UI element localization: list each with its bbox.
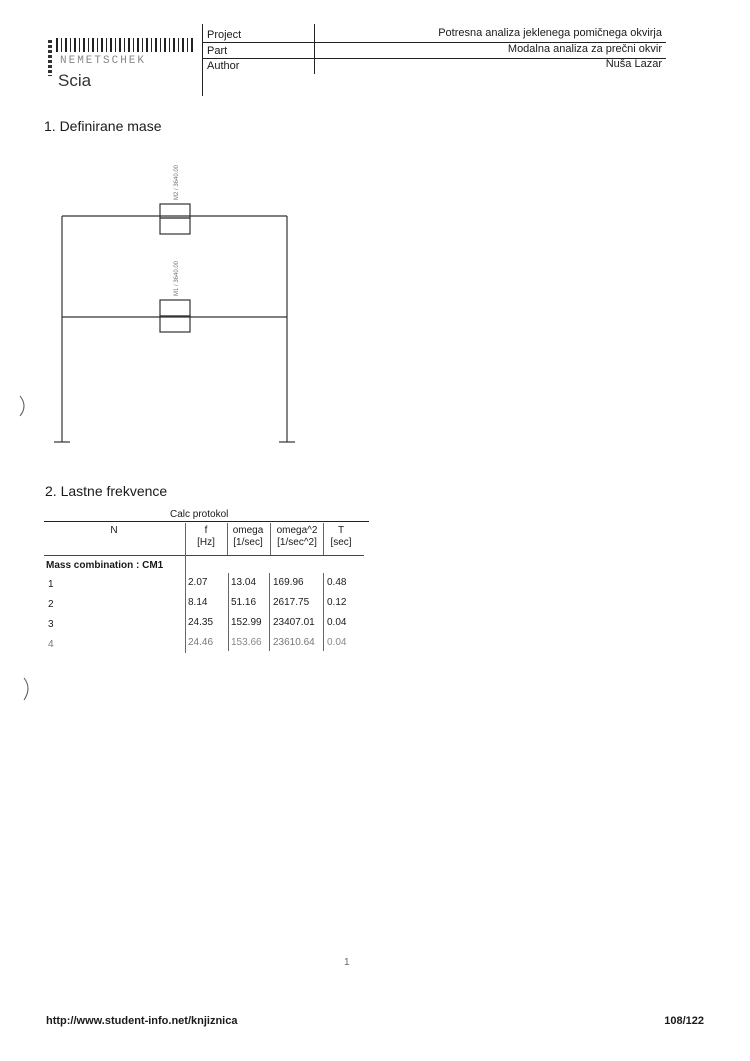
footer-url: http://www.student-info.net/knjiznica bbox=[46, 1015, 238, 1027]
header-divider-right bbox=[314, 24, 315, 74]
logo-mark bbox=[48, 40, 52, 76]
logo-nemetschek-text: NEMETSCHEK bbox=[60, 55, 147, 67]
mass-box-top-lower bbox=[160, 218, 190, 234]
row-1-n: 1 bbox=[48, 579, 54, 590]
row-3-t: 0.04 bbox=[327, 617, 347, 628]
header-f-line1: f bbox=[204, 525, 208, 536]
header-rule bbox=[203, 58, 666, 59]
page-number: 1 bbox=[344, 957, 350, 968]
header-n-line1: N bbox=[110, 525, 118, 536]
logo-scia-text: Scia bbox=[58, 71, 92, 90]
header-omega-line1: omega bbox=[232, 525, 264, 536]
row-3-n: 3 bbox=[48, 619, 54, 630]
row-4-n: 4 bbox=[48, 639, 54, 650]
header-label-project: Project bbox=[207, 29, 242, 41]
table-column-divider bbox=[185, 523, 186, 653]
header-f-line2: [Hz] bbox=[197, 537, 215, 548]
nemetschek-scia-logo bbox=[48, 38, 198, 92]
row-1-omega2: 169.96 bbox=[273, 577, 304, 588]
table-column-divider bbox=[269, 573, 270, 651]
mass-label-bottom: M1 / 3640.00 bbox=[174, 260, 180, 296]
table-column-divider bbox=[323, 573, 324, 651]
row-3-omega: 152.99 bbox=[231, 617, 262, 628]
row-4-t: 0.04 bbox=[327, 637, 347, 648]
section-title-frequencies: 2. Lastne frekvence bbox=[45, 483, 168, 499]
table-column-divider bbox=[227, 523, 228, 555]
row-2-t: 0.12 bbox=[327, 597, 347, 608]
logo-bars bbox=[56, 38, 196, 52]
table-header-rule bbox=[44, 555, 364, 556]
punch-hole-mark bbox=[24, 678, 28, 700]
table-column-divider bbox=[228, 573, 229, 651]
section-title-masses: 1. Definirane mase bbox=[44, 118, 162, 134]
header-divider-left bbox=[202, 24, 203, 96]
table-column-divider bbox=[323, 523, 324, 555]
header-t bbox=[325, 525, 357, 549]
header-omega2 bbox=[271, 525, 323, 549]
row-4-omega2: 23610.64 bbox=[273, 637, 315, 648]
header-label-part: Part bbox=[207, 45, 228, 57]
footer-page-count: 108/122 bbox=[664, 1015, 704, 1027]
mass-combination-label: Mass combination : CM1 bbox=[46, 560, 164, 571]
header-f bbox=[186, 525, 226, 549]
header-n bbox=[74, 525, 154, 537]
row-1-t: 0.48 bbox=[327, 577, 347, 588]
header-label-author: Author bbox=[207, 60, 240, 72]
mass-label-top: M2 / 3640.00 bbox=[174, 164, 180, 200]
row-4-omega: 153.66 bbox=[231, 637, 262, 648]
header-omega2-line1: omega^2 bbox=[276, 525, 318, 536]
header-value-part: Modalna analiza za prečni okvir bbox=[507, 43, 662, 55]
punch-hole-mark bbox=[20, 396, 24, 416]
row-1-omega: 13.04 bbox=[231, 577, 257, 588]
table-top-rule bbox=[44, 521, 369, 522]
row-3-omega2: 23407.01 bbox=[273, 617, 315, 628]
header-value-project: Potresna analiza jeklenega pomičnega okvirja bbox=[438, 27, 662, 39]
row-4-f: 24.46 bbox=[188, 637, 214, 648]
table-caption: Calc protokol bbox=[170, 509, 229, 520]
header-omega2-line2: [1/sec^2] bbox=[277, 537, 317, 548]
header-t-line1: T bbox=[337, 525, 345, 536]
mass-box-bottom-lower bbox=[160, 316, 190, 332]
row-2-n: 2 bbox=[48, 599, 54, 610]
row-2-omega2: 2617.75 bbox=[273, 597, 310, 608]
mass-box-bottom-upper bbox=[160, 300, 190, 316]
header-omega-line2: [1/sec] bbox=[233, 537, 263, 548]
row-2-omega: 51.16 bbox=[231, 597, 257, 608]
header-t-line2: [sec] bbox=[330, 537, 352, 548]
row-3-f: 24.35 bbox=[188, 617, 214, 628]
header-value-author: Nuša Lazar bbox=[605, 58, 662, 70]
row-1-f: 2.07 bbox=[188, 577, 208, 588]
scan-hole-marks bbox=[14, 390, 34, 710]
row-2-f: 8.14 bbox=[188, 597, 208, 608]
table-column-divider bbox=[270, 523, 271, 555]
header-omega bbox=[227, 525, 269, 549]
frame-mass-drawing bbox=[40, 150, 300, 450]
